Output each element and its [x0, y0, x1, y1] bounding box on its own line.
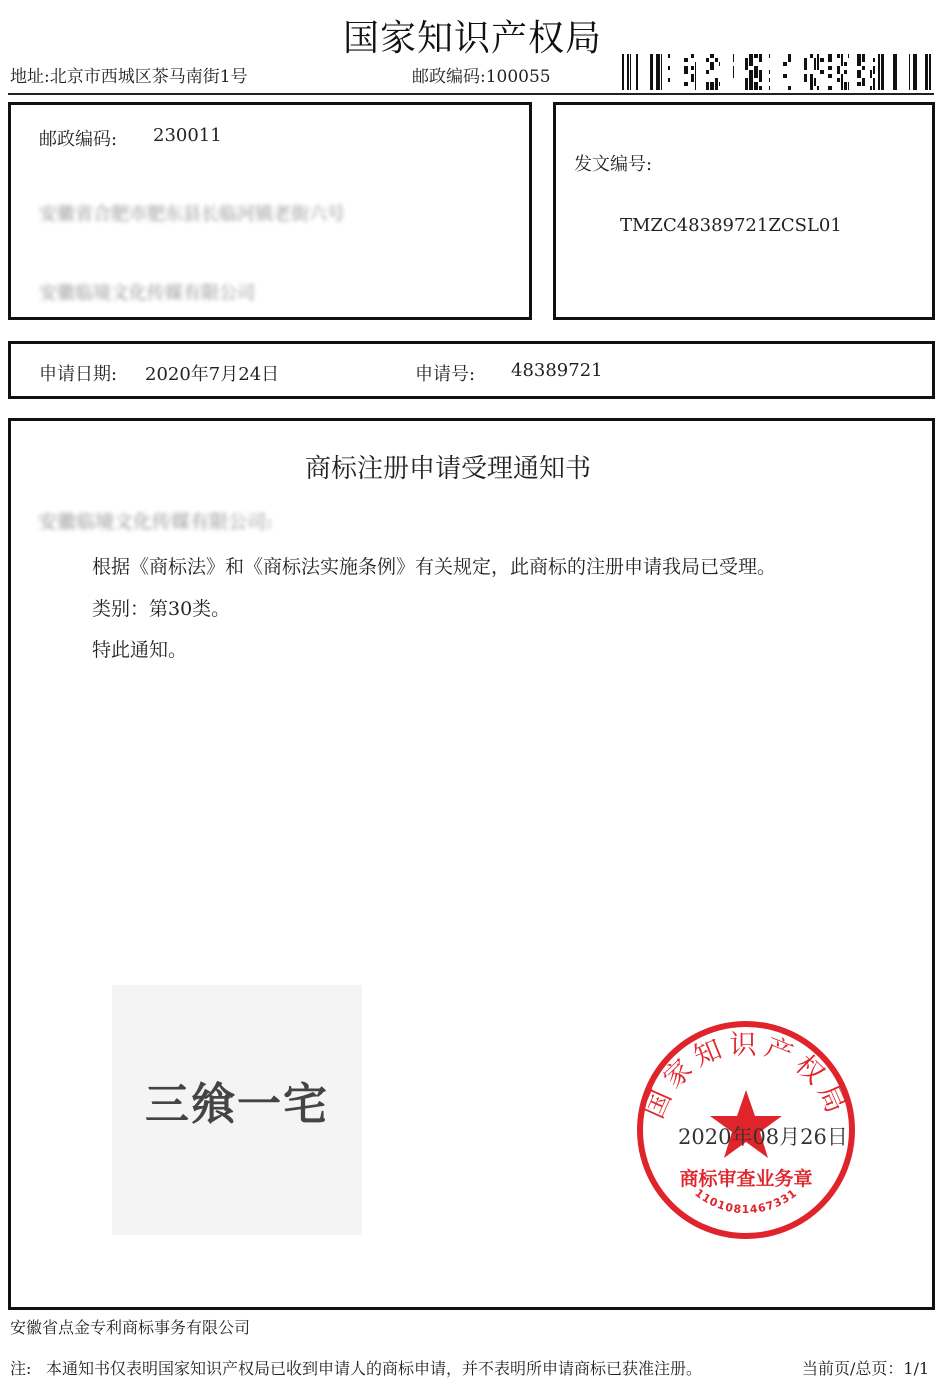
- header-address: 地址:北京市西城区茶马南街1号: [10, 67, 248, 87]
- svg-text:1101081467331: 1101081467331: [692, 1186, 800, 1217]
- header-postcode: 邮政编码:100055: [412, 67, 551, 87]
- doc-number-value: TMZC48389721ZCSL01: [620, 215, 842, 236]
- recipient-postcode-value: 230011: [153, 125, 222, 146]
- footer-note-label: 注:: [10, 1359, 32, 1378]
- application-date-value: 2020年7月24日: [145, 364, 280, 385]
- recipient-box: [8, 102, 532, 320]
- notice-addressee: 安徽临境文化传媒有限公司:: [38, 511, 273, 533]
- notice-date: 2020年08月26日: [678, 1125, 848, 1149]
- application-date-label: 申请日期:: [39, 364, 118, 385]
- barcode: [622, 54, 934, 90]
- agency-title: 国家知识产权局: [342, 18, 602, 59]
- notice-line-1: 根据《商标法》和《商标法实施条例》有关规定，此商标的注册申请我局已受理。: [92, 556, 777, 578]
- application-box: [8, 341, 935, 399]
- notice-title: 商标注册申请受理通知书: [305, 454, 592, 484]
- recipient-address: 安徽省合肥市肥东县长临河镇老街六号: [39, 204, 345, 225]
- trademark-text: 三飨一宅: [145, 1079, 329, 1130]
- footer-note: 本通知书仅表明国家知识产权局已收到申请人的商标申请，并不表明所申请商标已获准注册。: [46, 1359, 703, 1378]
- doc-number-box: [553, 102, 935, 320]
- doc-number-label: 发文编号:: [574, 154, 653, 175]
- recipient-company: 安徽临境文化传媒有限公司: [39, 283, 255, 304]
- application-number-label: 申请号:: [415, 364, 476, 385]
- svg-text:国家知识产权局: 国家知识产权局: [638, 1029, 854, 1124]
- svg-text:商标审查业务章: 商标审查业务章: [679, 1168, 813, 1190]
- application-number-value: 48389721: [511, 360, 603, 381]
- notice-line-3: 特此通知。: [92, 639, 188, 661]
- header-divider: [8, 93, 934, 95]
- recipient-postcode-label: 邮政编码:: [39, 129, 118, 150]
- footer-agent: 安徽省点金专利商标事务有限公司: [10, 1318, 251, 1337]
- footer-page: 当前页/总页：1/1: [802, 1359, 930, 1378]
- notice-line-2: 类别：第30类。: [92, 598, 231, 620]
